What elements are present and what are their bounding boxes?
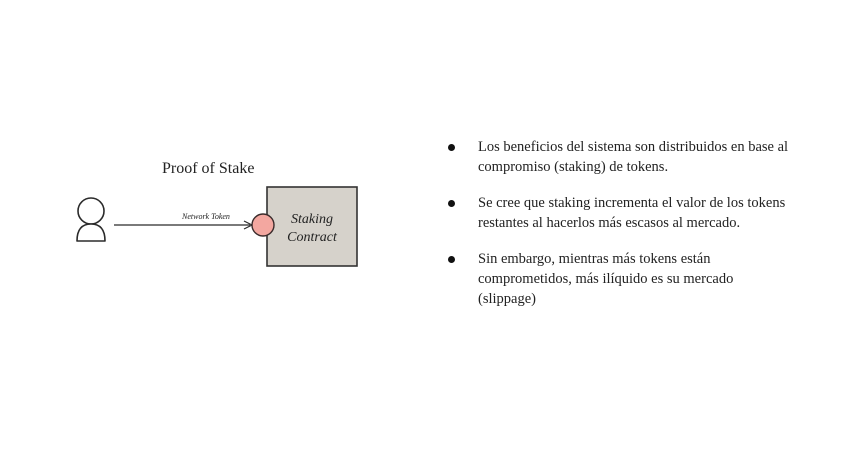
contract-label-line2: Contract xyxy=(287,230,337,245)
bullet-dot-icon xyxy=(448,200,455,207)
arrow-label: Network Token xyxy=(182,212,230,221)
bullet-text: Se cree que staking incrementa el valor de los tokens restantes al hacerlos más escasos al mercado. xyxy=(478,195,786,231)
contract-port-icon xyxy=(252,214,274,236)
diagram-title: Proof of Stake xyxy=(162,160,255,177)
user-icon xyxy=(77,198,105,241)
bullet-item xyxy=(446,193,791,233)
bullet-text: Sin embargo, mientras más tokens están comprometidos, más ilíquido es su mercado (slippage) xyxy=(478,251,734,307)
bullet-text: Los beneficios del sistema son distribuidos en base al compromiso (staking) de tokens. xyxy=(478,139,789,175)
bullet-list xyxy=(446,137,791,325)
contract-label-line1: Staking xyxy=(291,212,333,227)
bullet-dot-icon xyxy=(448,144,455,151)
bullet-item xyxy=(446,249,791,309)
network-token-arrow xyxy=(114,221,252,229)
bullet-dot-icon xyxy=(448,256,455,263)
bullet-item xyxy=(446,137,791,177)
